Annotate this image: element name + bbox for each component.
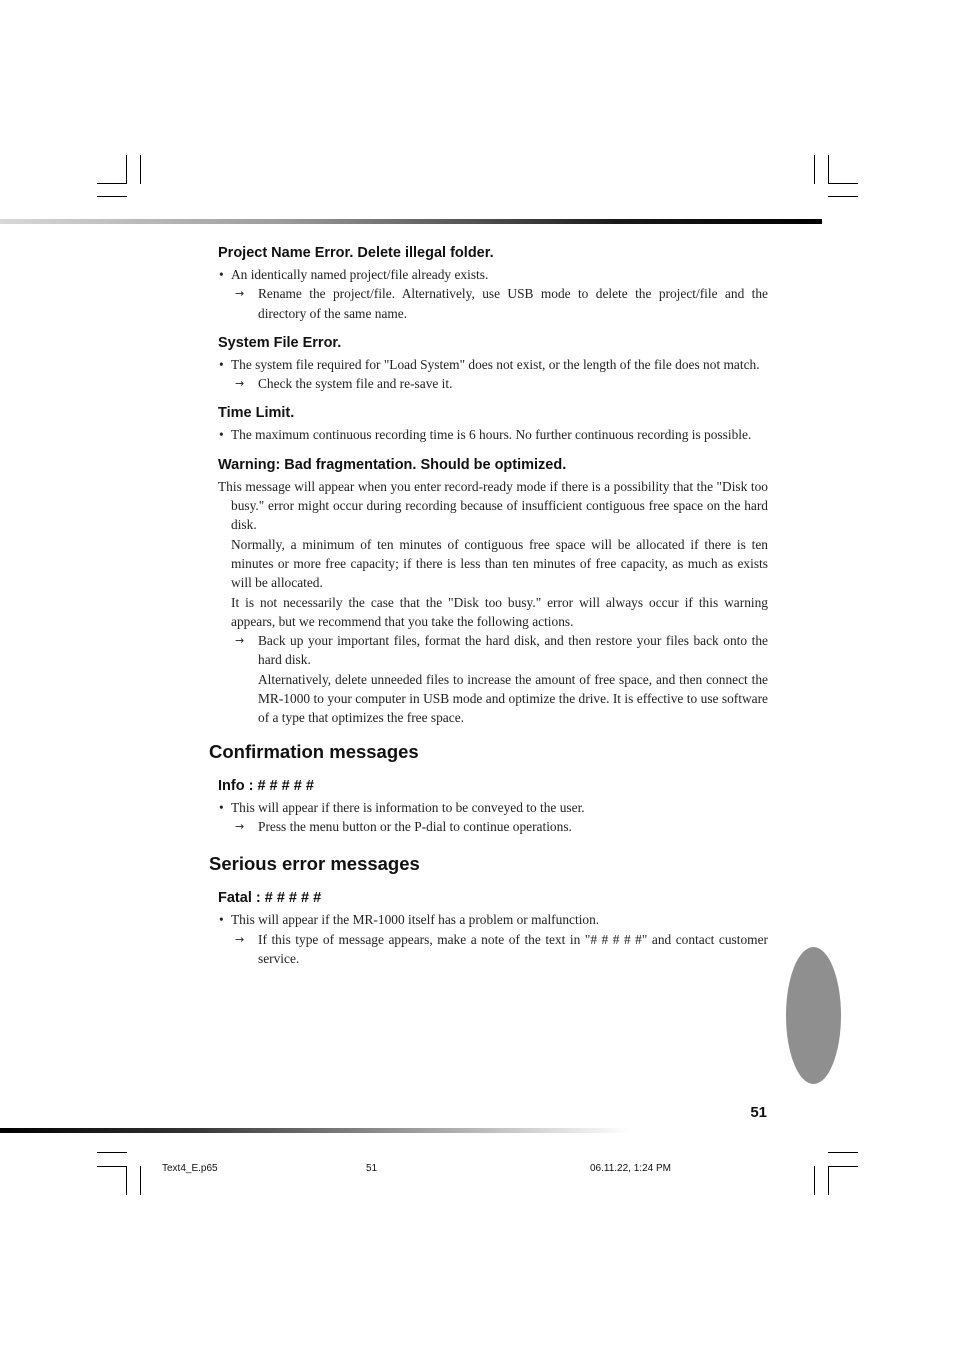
action-item: → Rename the project/file. Alternatively, use USB mode to delete the project/file and the directory of the same name. (218, 284, 768, 323)
footer-rule (0, 1128, 630, 1133)
crop-mark (828, 196, 858, 197)
section-heading: Time Limit. (218, 405, 295, 422)
action-continuation: Alternatively, delete unneeded files to increase the amount of free space, and then connect the MR-1000 to your computer in USB mode and optimize the drive. It is effective to use software of a type that optimizes the free space. (258, 671, 768, 726)
section-heading: Warning: Bad fragmentation. Should be optimized. (218, 456, 567, 473)
section-confirmation-messages (209, 740, 768, 837)
footer-timestamp: 06.11.22, 1:24 PM (590, 1163, 671, 1174)
bullet-item: • The maximum continuous recording time is 6 hours. No further continuous recording is possible. (218, 425, 768, 444)
section-heading: Fatal : # # # # # (218, 890, 322, 907)
bullet-item: • This will appear if there is information to be conveyed to the user. (218, 798, 768, 817)
bullet-item: • An identically named project/file already exists. (218, 265, 768, 284)
section-time-limit (218, 403, 768, 444)
paragraph: Normally, a minimum of ten minutes of contiguous free space will be allocated if there is ten minutes or more free capacity; if there is less than ten minutes of free capacity, as much as exists will be allocated. (231, 536, 768, 591)
section-heading: System File Error. (218, 334, 342, 351)
crop-mark (97, 1166, 127, 1167)
section-title: Confirmation messages (209, 740, 419, 762)
action-item: → Back up your important files, format the hard disk, and then restore your files back onto the hard disk. (218, 631, 768, 670)
main-content (209, 243, 768, 968)
crop-mark (814, 1166, 815, 1195)
crop-mark (97, 1152, 127, 1153)
section-title: Serious error messages (209, 853, 420, 875)
action-item: → Check the system file and re-save it. (218, 374, 768, 393)
footer-filename: Text4_E.p65 (162, 1163, 218, 1174)
bullet-item: • The system file required for "Load System" does not exist, or the length of the file does not match. (218, 355, 768, 374)
paragraph: It is not necessarily the case that the "Disk too busy." error will always occur if this warning appears, but we recommend that you take the following actions. (231, 594, 768, 629)
crop-mark (828, 155, 829, 184)
action-item: → If this type of message appears, make a note of the text in "# # # # #" and contact customer service. (218, 930, 768, 969)
chapter-tab (786, 947, 841, 1084)
section-serious-error-messages (209, 852, 768, 968)
paragraph: This message will appear when you enter record-ready mode if there is a possibility that the "Disk too busy." error might occur during recording because of insufficient contiguous free space on the hard disk. (218, 478, 768, 533)
crop-mark (828, 1166, 829, 1195)
section-system-file-error (218, 333, 768, 394)
crop-mark (97, 183, 127, 184)
footer-page: 51 (366, 1163, 378, 1174)
section-heading: Project Name Error. Delete illegal folder. (218, 245, 494, 261)
page-number: 51 (750, 1104, 767, 1121)
crop-mark (828, 1166, 858, 1167)
section-project-name-error (218, 243, 768, 323)
bullet-item: • This will appear if the MR-1000 itself has a problem or malfunction. (218, 910, 768, 929)
crop-mark (126, 155, 127, 184)
crop-mark (126, 1166, 127, 1195)
section-heading: Info : # # # # # (218, 777, 314, 794)
crop-mark (814, 155, 815, 184)
section-bad-fragmentation (218, 455, 768, 728)
crop-mark (140, 155, 141, 184)
action-item: → Press the menu button or the P-dial to continue operations. (218, 817, 768, 836)
header-rule (0, 219, 822, 224)
crop-mark (97, 196, 127, 197)
crop-mark (140, 1166, 141, 1195)
crop-mark (828, 1152, 858, 1153)
crop-mark (828, 183, 858, 184)
